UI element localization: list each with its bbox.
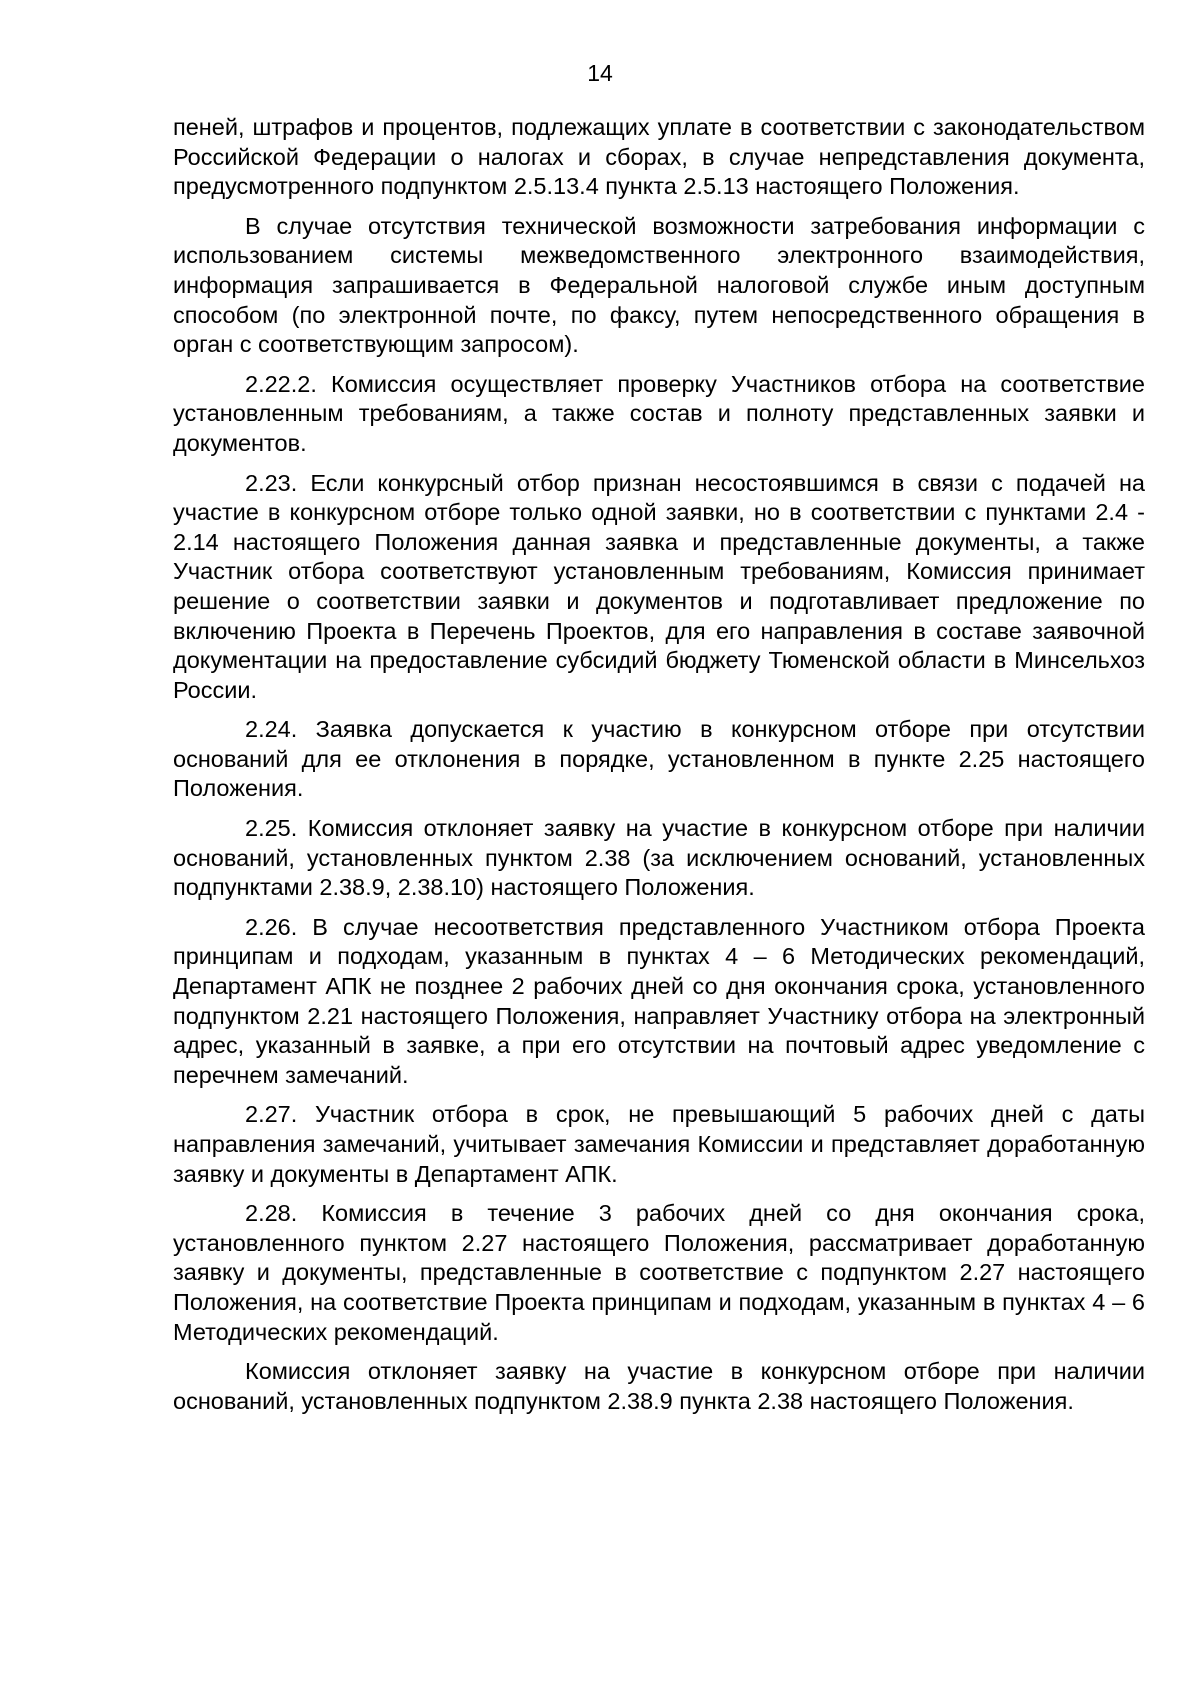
paragraph-continuation: пеней, штрафов и процентов, подлежащих уплате в соответствии с законодательством Российской Федерации о налогах и сборах, в случае непредставления документа, предусмотренного подпунктом 2.5.13.4 пункта 2.5.13 настоящего Положения. <box>173 114 1145 200</box>
paragraph-2-27: 2.27. Участник отбора в срок, не превышающий 5 рабочих дней с даты направления замечаний, учитывает замечания Комиссии и представляет доработанную заявку и документы в Департамент АПК. <box>173 1101 1145 1187</box>
paragraph-2-24: 2.24. Заявка допускается к участию в конкурсном отборе при отсутствии оснований для ее отклонения в порядке, установленном в пункте 2.25 настоящего Положения. <box>173 716 1145 802</box>
paragraph-2-26: 2.26. В случае несоответствия представленного Участником отбора Проекта принципам и подходам, указанным в пунктах 4 – 6 Методических рекомендаций, Департамент АПК не позднее 2 рабочих дней со дня окончания срока, установленного подпунктом 2.21 настоящего Положения, направляет Участнику отбора на электронный адрес, указанный в заявке, а при его отсутствии на почтовый адрес уведомление с перечнем замечаний. <box>173 913 1145 1088</box>
paragraph-2-22-2: 2.22.2. Комиссия осуществляет проверку Участников отбора на соответствие установленным требованиям, а также состав и полноту представленных заявки и документов. <box>173 370 1145 456</box>
paragraph-2-28: 2.28. Комиссия в течение 3 рабочих дней со дня окончания срока, установленного пунктом 2.27 настоящего Положения, рассматривает доработанную заявку и документы, представленные в соответствие с подпунктом 2.27 настоящего Положения, на соответствие Проекта принципам и подходам, указанным в пунктах 4 – 6 Методических рекомендаций. <box>173 1200 1145 1345</box>
page-number: 14 <box>587 60 613 86</box>
paragraph-2-25: 2.25. Комиссия отклоняет заявку на участие в конкурсном отборе при наличии оснований, установленных пунктом 2.38 (за исключением оснований, установленных подпунктами 2.38.9, 2.38.10) настоящего Положения. <box>173 815 1145 901</box>
document-body <box>173 113 1145 1426</box>
paragraph-information-request: В случае отсутствия технической возможности затребования информации с использованием системы межведомственного электронного взаимодействия, информация запрашивается в Федеральной налоговой службе иным доступным способом (по электронной почте, по факсу, путем непосредственного обращения в орган с соответствующим запросом). <box>173 212 1145 358</box>
paragraph-rejection-grounds: Комиссия отклоняет заявку на участие в конкурсном отборе при наличии оснований, установленных подпунктом 2.38.9 пункта 2.38 настоящего Положения. <box>173 1358 1145 1414</box>
paragraph-2-23: 2.23. Если конкурсный отбор признан несостоявшимся в связи с подачей на участие в конкурсном отборе только одной заявки, но в соответствии с пунктами 2.4 - 2.14 настоящего Положения данная заявка и представленные документы, а также Участник отбора соответствуют установленным требованиям, Комиссия принимает решение о соответствии заявки и документов и подготавливает предложение по включению Проекта в Перечень Проектов, для его направления в составе заявочной документации на предоставление субсидий бюджету Тюменской области в Минсельхоз России. <box>173 469 1145 703</box>
